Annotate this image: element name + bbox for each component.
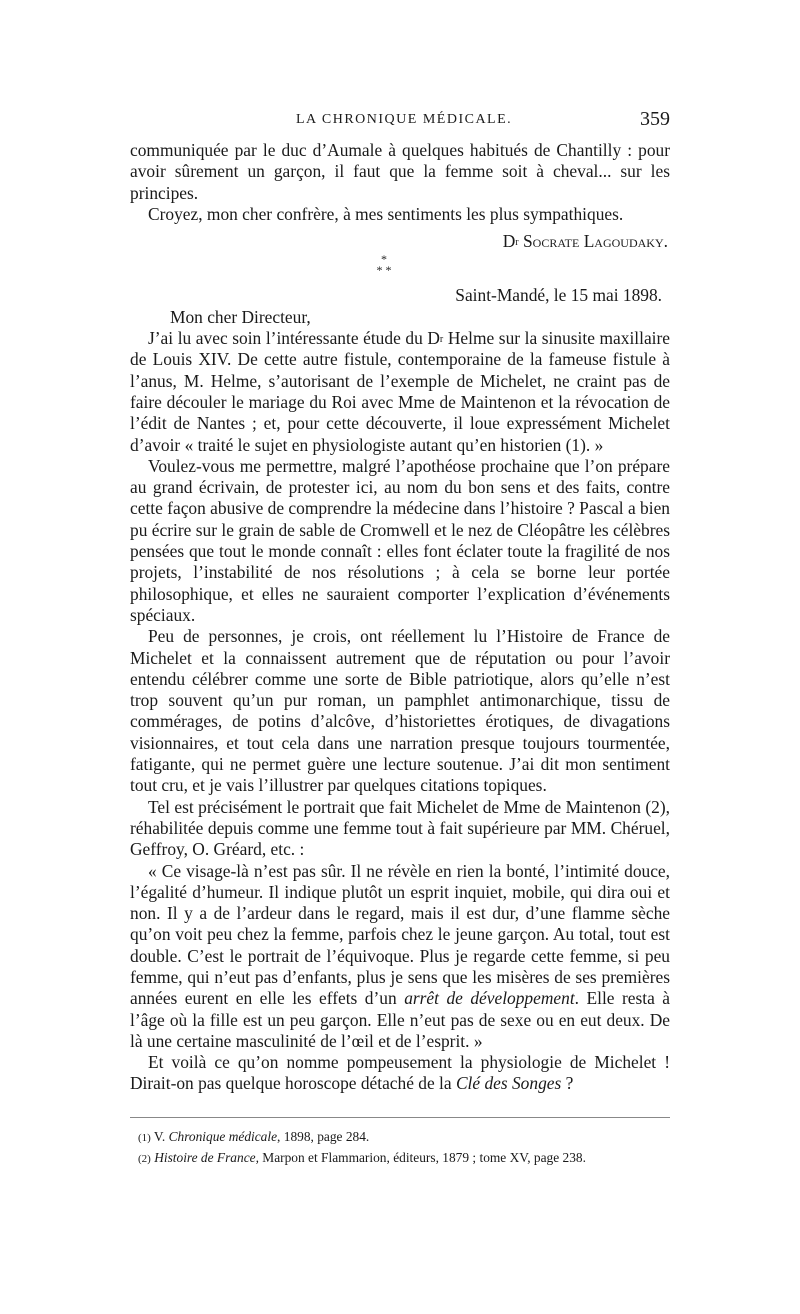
footnote: (2) Histoire de France, Marpon et Flammarion, éditeurs, 1879 ; tome XV, page 238. [138, 1150, 586, 1165]
salutation: Mon cher Directeur, [170, 306, 311, 327]
paragraph: Peu de personnes, je crois, ont réellement lu l’Histoire de France de Michelet et la connaissent autrement que de réputation ou pour l’avoir entendu célébrer comme une sorte de Bible patriotique, alors qu’elle n’est trop souvent qu’un pur roman, un pamphlet antimonarchique, tissu de commérages, de potins d’alcôve, d’historiettes érotiques, de divagations visionnaires, et tout cela dans une narration presque toujours tourmentée, fatigante, qui ne permet guère une lecture soutenue. J’ai dit mon sentiment tout cru, et je vais l’illustrer par quelques citations topiques. [130, 626, 670, 796]
paragraph: J’ai lu avec soin l’intéressante étude du $D^r$ Helme sur la sinusite maxillaire de Louis XIV. De cette autre fistule, contemporaine de la fameuse fistule à l’anus, M. Helme, s’autorisant de l’exemple de Michelet, ne craint pas de faire découler le mariage du Roi avec Mme de Maintenon et la révocation de l’édit de Nantes ; et, pour cette découverte, il loue expressément Michelet d’avoir « traité le sujet en physiologiste autant qu’en historien (1). » [130, 328, 670, 455]
signature: $D^r$ Socrate Lagoudaky. [502, 231, 668, 252]
page-number: 359 [640, 108, 670, 130]
asterism: * * * [376, 252, 392, 278]
running-title: LA CHRONIQUE MÉDICALE. [296, 112, 513, 127]
section-separator [114, 254, 654, 277]
paragraph: Croyez, mon cher confrère, à mes sentiments les plus sympathiques. [148, 203, 624, 224]
paragraph: Voulez-vous me permettre, malgré l’apothéose prochaine que l’on prépare au grand écrivain, de protester ici, au nom du bon sens et des faits, contre cette façon abusive de comprendre la médecine dans l’histoire ? Pascal a bien pu écrire sur le grain de sable de Cromwell et le nez de Cléopâtre les célèbres pensées que tout le monde connaît : elles font éclater toute la fragilité de nos projets, l’instabilité de nos résolutions ; à cela se borne leur portée philosophique, et elles ne sauraient comporter l’explication d’événements spéciaux. [130, 455, 670, 625]
footnote-divider [130, 1117, 670, 1118]
footnotes [130, 1127, 670, 1169]
dateline: Saint-Mandé, le 15 mai 1898. [455, 285, 662, 306]
page-header [130, 108, 670, 134]
paragraph: Tel est précisément le portrait que fait Michelet de Mme de Maintenon (2), réhabilitée depuis comme une femme tout à fait supérieure par MM. Chéruel, Geffroy, O. Gréard, etc. : [130, 796, 670, 860]
footnote: (1) V. Chronique médicale, 1898, page 284. [138, 1129, 370, 1144]
body-text [130, 140, 670, 1095]
paragraph: communiquée par le duc d’Aumale à quelques habitués de Chantilly : pour avoir sûrement un garçon, il faut que la femme soit à cheval... sur les principes. [130, 140, 670, 203]
quotation-paragraph: « Ce visage-là n’est pas sûr. Il ne révèle en rien la bonté, l’intimité douce, l’égalité d’humeur. Il indique plutôt un esprit inquiet, mobile, qui dira oui et non. Il y a de l’ardeur dans le regard, mais il est dur, d’une flamme sèche qu’on voit peu chez la femme, parfois chez le jeune garçon. Au total, tout est double. C’est le portrait de l’équivoque. Plus je regarde cette femme, si peu femme, qui n’eut pas d’enfants, plus je sens que les misères de ses premières années eurent en elle les effets d’un arrêt de développement. Elle resta à l’âge où la fille est un peu garçon. Elle n’eut pas de sexe ou en eut deux. De là une certaine masculinité de l’œil et de l’esprit. » [130, 860, 671, 1051]
paragraph: Et voilà ce qu’on nomme pompeusement la physiologie de Michelet ! Dirait-on pas quelque horoscope détaché de la Clé des Songes ? [130, 1052, 670, 1094]
